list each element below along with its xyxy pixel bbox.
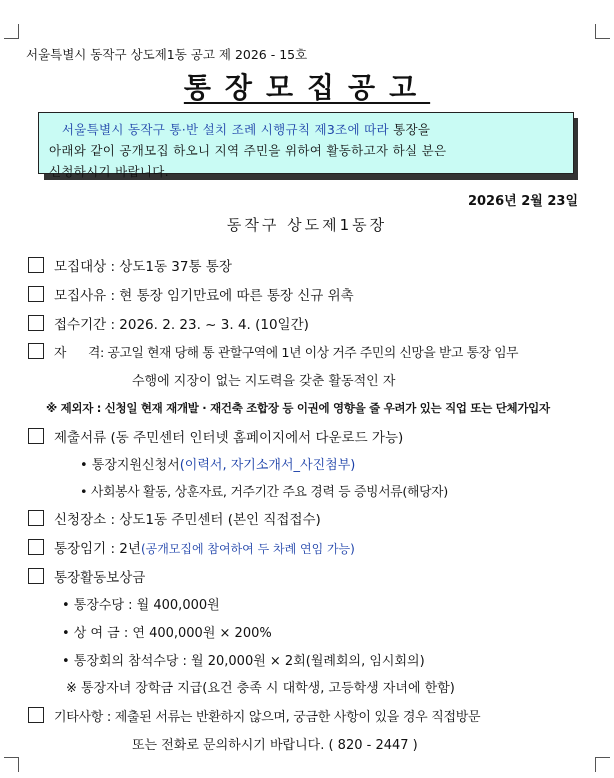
page-title: 통장모집공고 — [183, 71, 431, 104]
intro-line-1-rest: 통장을 — [388, 122, 431, 137]
item-target — [28, 255, 232, 275]
qualification-label: 자 격 — [54, 346, 100, 361]
comp-bullet-2: • 상 여 금 : 연 400,000원 × 200% — [62, 626, 272, 641]
qualification-line-1: : 공고일 현재 당해 통 관할구역에 1년 이상 거주 주민의 신망을 받고 통장 임무 — [99, 346, 519, 361]
documents-bullet-2: • 사회봉사 활동, 상훈자료, 거주기간 주요 경력 등 증빙서류(해당자) — [80, 485, 448, 500]
checkbox-icon — [28, 539, 44, 555]
comp-bullet-1: • 통장수당 : 월 400,000원 — [62, 598, 220, 613]
notice-number: 서울특별시 동작구 상도제1동 공고 제 2026 - 15호 — [26, 47, 308, 62]
item-period-text: 접수기간 : 2026. 2. 23. ~ 3. 4. (10일간) — [54, 317, 309, 333]
item-compensation — [28, 566, 145, 586]
item-term-text: 통장임기 : 2년 — [54, 541, 141, 557]
intro-line-2: 아래와 같이 공개모집 하오니 지역 주민을 위하여 활동하고자 하실 분은 — [49, 143, 447, 158]
intro-regulation-text: 서울특별시 동작구 통·반 설치 조례 시행규칙 제3조에 따라 — [61, 122, 389, 137]
intro-box — [38, 112, 574, 179]
item-place — [28, 508, 321, 528]
checkbox-icon — [28, 315, 44, 331]
item-reason — [28, 284, 354, 304]
checkbox-icon — [28, 343, 44, 359]
documents-bullet-1 — [80, 454, 355, 473]
checkbox-icon — [28, 257, 44, 273]
checkbox-icon — [28, 286, 44, 302]
comp-bullet-3: • 통장회의 참석수당 : 월 20,000원 × 2회(월례회의, 임시회의) — [62, 654, 425, 669]
item-place-text: 신청장소 : 상도1동 주민센터 (본인 직접접수) — [54, 512, 321, 528]
documents-bullet-1-main: • 통장지원신청서 — [80, 458, 180, 473]
intro-line-1 — [49, 119, 563, 140]
notice-date: 2026년 2월 23일 — [467, 194, 578, 209]
crop-mark-top-right — [595, 24, 610, 39]
others-line-2: 또는 전화로 문의하시기 바랍니다. ( 820 - 2447 ) — [132, 738, 418, 753]
others-line-1: 기타사항 : 제출된 서류는 반환하지 않으며, 궁금한 사항이 있을 경우 직접방문 — [54, 710, 481, 725]
item-documents — [28, 426, 403, 446]
item-compensation-text: 통장활동보상금 — [54, 570, 146, 586]
item-target-text: 모집대상 : 상도1동 37통 통장 — [54, 259, 232, 275]
crop-mark-bottom-right — [595, 757, 610, 772]
exclusion-note: ※ 제외자 : 신청일 현재 재개발 · 재건축 조합장 등 이권에 영향을 줄 우려가 있는 직업 또는 단체가입자 — [46, 401, 550, 415]
item-term — [28, 537, 355, 557]
item-period — [28, 313, 309, 333]
qualification-line-2: 수행에 지장이 없는 지도력을 갖춘 활동적인 자 — [132, 374, 396, 389]
comp-note: ※ 통장자녀 장학금 지급(요건 충족 시 대학생, 고등학생 자녀에 한함) — [66, 681, 455, 696]
crop-mark-bottom-left — [4, 757, 19, 772]
item-qualification — [28, 342, 518, 361]
intro-line-3: 신청하시기 바랍니다. — [49, 164, 169, 179]
documents-bullet-1-detail: (이력서, 자기소개서_사진첨부) — [179, 458, 356, 473]
item-reason-text: 모집사유 : 현 통장 임기만료에 따른 통장 신규 위촉 — [54, 288, 354, 304]
item-term-note: (공개모집에 참여하여 두 차례 연임 가능) — [140, 542, 355, 556]
item-others — [28, 706, 480, 725]
checkbox-icon — [28, 568, 44, 584]
crop-mark-top-left — [4, 24, 19, 39]
checkbox-icon — [28, 707, 44, 723]
organization-name: 동작구 상도제1동장 — [226, 216, 388, 234]
item-documents-text: 제출서류 (동 주민센터 인터넷 홈페이지에서 다운로드 가능) — [54, 430, 404, 446]
checkbox-icon — [28, 428, 44, 444]
checkbox-icon — [28, 510, 44, 526]
